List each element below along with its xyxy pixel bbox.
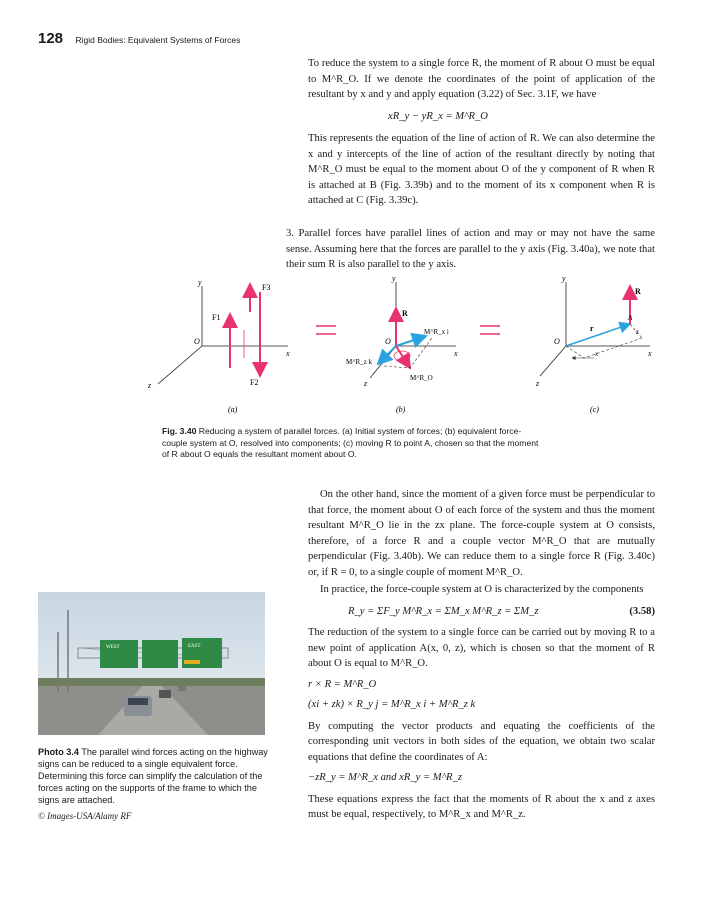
moment-mo [396,346,410,368]
highway-sign-photo [38,592,265,735]
equals-sign-2 [480,326,500,334]
equation-2: r × R = M^R_O [308,678,377,690]
column-bottom [308,487,655,823]
paragraph-2: This represents the equation of the line of action of R. We can also determine the x and y intercepts of the line of action of the resultant directly by noting that M^R_O must be equal to the moment about O of the y component of R when R is attached at B (Fig. 3.39b) and to the moment of its x component when R is attached at C (Fig. 3.39c). [308,133,655,206]
svg-text:M^R_x i: M^R_x i [424,328,449,336]
couple-mz [378,346,396,364]
svg-text:M^R_z k: M^R_z k [346,358,373,366]
svg-text:z: z [148,381,152,390]
figure-caption [162,426,542,461]
svg-text:z: z [364,379,368,388]
svg-text:WEST: WEST [106,645,120,650]
photo-caption-text: The parallel wind forces acting on the highway signs can be reduced to a single equivalent force. Determining this force can simplify the calculation of the forces acting on the supports of the frame to which the signs are attached. [38,747,268,805]
svg-text:x: x [648,349,652,358]
svg-text:M^R_O: M^R_O [410,374,433,382]
svg-text:z: z [636,328,639,336]
svg-text:R: R [402,309,408,318]
svg-text:(b): (b) [396,405,406,414]
paragraph-6: The reduction of the system to a single force can be carried out by moving R to a new point of application A(x, 0, z), which is chosen so that the moment of R about O is equal to M^R_O. [308,627,655,669]
axis-z-a [158,346,202,384]
svg-text:z: z [536,379,540,388]
photo-credit: © Images-USA/Alamy RF [38,811,132,821]
svg-text:(c): (c) [590,405,599,414]
figure-caption-text: Reducing a system of parallel forces. (a) Initial system of forces; (b) equivalent force-couple system at O, resolved into components; (c) moving R to point A, chosen so that the moment of R about O equals the resultant moment about O. [162,426,539,460]
panel-b [346,274,458,414]
svg-text:x: x [595,350,599,358]
equals-sign-1 [316,326,336,334]
paragraph-5: In practice, the force-couple system at O is characterized by the components [320,584,644,595]
paragraph-4: On the other hand, since the moment of a given force must be perpendicular to that force, the moment about O of each force of the system and thus the moment resultant M^R_O lie in the zx plane. The force-couple system at O consists, therefore, of a force R and a couple vector M^R_O that are mutually perpendicular (Fig. 3.40b). We can reduce them to a single force R (Fig. 3.40c) or, if R = 0, to a single couple of moment M^R_O. [308,489,655,578]
svg-text:O: O [554,337,560,346]
svg-text:R: R [635,287,641,296]
svg-text:r: r [590,324,594,333]
figure-3-40 [140,272,680,420]
panel-c [535,274,652,414]
svg-text:x: x [286,349,290,358]
paragraph-7: By computing the vector products and equating the coefficients of the corresponding unit vectors in both sides of the equation, we obtain two scalar equations that define the coordinates of A: [308,720,655,763]
equation-358: R_y = ΣF_y M^R_x = ΣM_x M^R_z = ΣM_z (3.58) [348,605,655,617]
panel-a [147,278,290,414]
svg-text:A: A [628,314,633,322]
svg-text:(a): (a) [228,405,238,414]
svg-text:y: y [392,274,396,283]
svg-text:F2: F2 [250,378,259,387]
svg-text:y: y [562,274,566,283]
svg-text:y: y [198,278,202,287]
equation-3: (xi + zk) × R_y j = M^R_x i + M^R_z k [308,699,476,710]
paragraph-1: To reduce the system to a single force R, the moment of R about O must be equal to M^R_O. If we denote the coordinates of the point of application of the resultant by x and y and apply equation (3.22) of Sec. 3.1F, we have [308,58,655,100]
equation-4: −zR_y = M^R_x and xR_y = M^R_z [308,772,462,783]
svg-text:O: O [385,337,391,346]
svg-text:F3: F3 [262,283,271,292]
equation-1: xR_y − yR_x = M^R_O [388,110,488,122]
photo-caption-label: Photo 3.4 [38,747,79,757]
column-top [308,56,655,209]
photo-image [38,592,265,735]
list-item-3: 3. Parallel forces have parallel lines of action and may or may not have the same sense. Assuming here that the forces are parallel to the y axis (Fig. 3.40a), we note that their sum R is also parallel to the y axis. [286,228,655,270]
svg-text:x: x [454,349,458,358]
svg-text:O: O [194,337,200,346]
position-r [566,324,630,346]
figure-caption-label: Fig. 3.40 [162,426,197,436]
svg-text:EAST: EAST [188,644,201,649]
page-number: 128 [38,30,64,47]
svg-text:F1: F1 [212,313,221,322]
photo-caption [38,746,270,806]
couple-mx [396,336,426,346]
paragraph-8: These equations express the fact that the moments of R about the x and z axes must be equal, respectively, to M^R_x and M^R_z. [308,793,655,820]
running-head: Rigid Bodies: Equivalent Systems of Forces [75,35,241,45]
page-header [38,30,240,48]
